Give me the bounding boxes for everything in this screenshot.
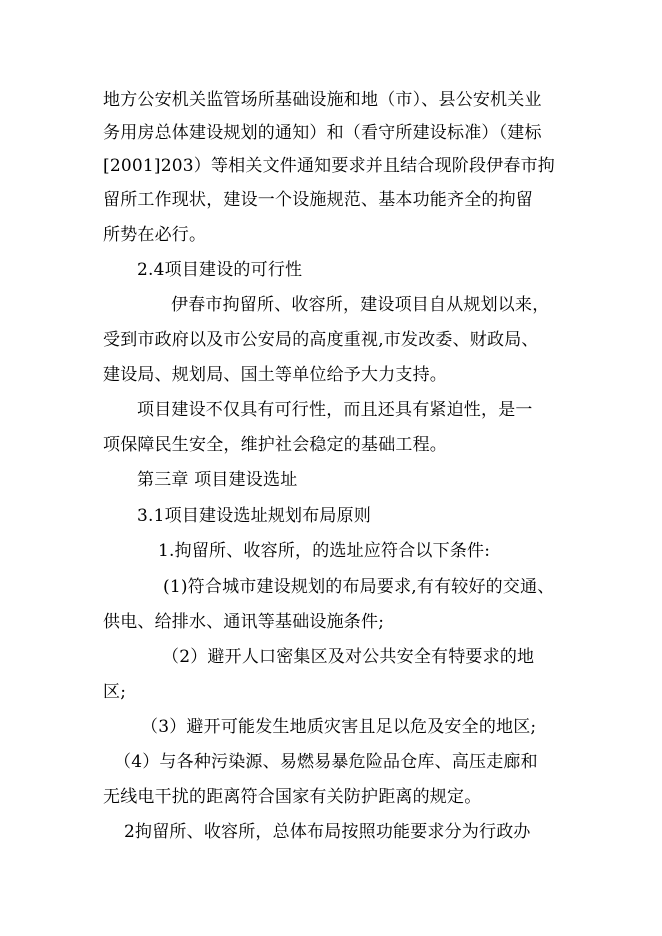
text-line: 建设局、规划局、国土等单位给予大力支持。 <box>103 365 447 385</box>
text-line: (1)符合城市建设规划的布局要求,有有较好的交通、 <box>163 577 555 597</box>
text-line: 地方公安机关监管场所基础设施和地（市）、县公安机关业 <box>103 90 542 110</box>
text-line: 1.拘留所、收容所，的选址应符合以下条件: <box>158 541 491 561</box>
text-line: 项保障民生安全，维护社会稳定的基础工程。 <box>103 435 447 455</box>
section-heading-2-4: 2.4项目建设的可行性 <box>137 260 303 280</box>
chapter-heading: 第三章 项目建设选址 <box>137 470 298 490</box>
text-line: 务用房总体建设规划的通知）和（看守所建设标准）（建标 <box>103 123 542 143</box>
text-line: 受到市政府以及市公安局的高度重视,市发改委、财政局、 <box>103 330 539 350</box>
text-line: 区; <box>103 682 127 702</box>
section-heading-3-1: 3.1项目建设选址规划布局原则 <box>137 506 372 526</box>
text-line: 项目建设不仅具有可行性，而且还具有紧迫性，是一 <box>137 400 533 420</box>
text-line: 供电、给排水、通讯等基础设施条件; <box>103 612 385 632</box>
text-line: （4）与各种污染源、易燃易暴危险品仓库、高压走廊和 <box>114 752 538 772</box>
text-line: 无线电干扰的距离符合国家有关防护距离的规定。 <box>103 787 482 807</box>
text-line: （2）避开人口密集区及对公共安全有特要求的地 <box>162 647 535 667</box>
text-line: 所势在必行。 <box>103 225 207 245</box>
text-line: （3）避开可能发生地质灾害且足以危及安全的地区; <box>141 717 537 737</box>
text-line: [2001]203）等相关文件通知要求并且结合现阶段伊春市拘 <box>103 156 555 176</box>
text-line: 留所工作现状，建设一个设施规范、基本功能齐全的拘留 <box>103 190 533 210</box>
text-line: 伊春市拘留所、收容所，建设项目自从规划以来， <box>171 295 550 315</box>
text-line: 2拘留所、收容所，总体布局按照功能要求分为行政办 <box>124 822 531 842</box>
